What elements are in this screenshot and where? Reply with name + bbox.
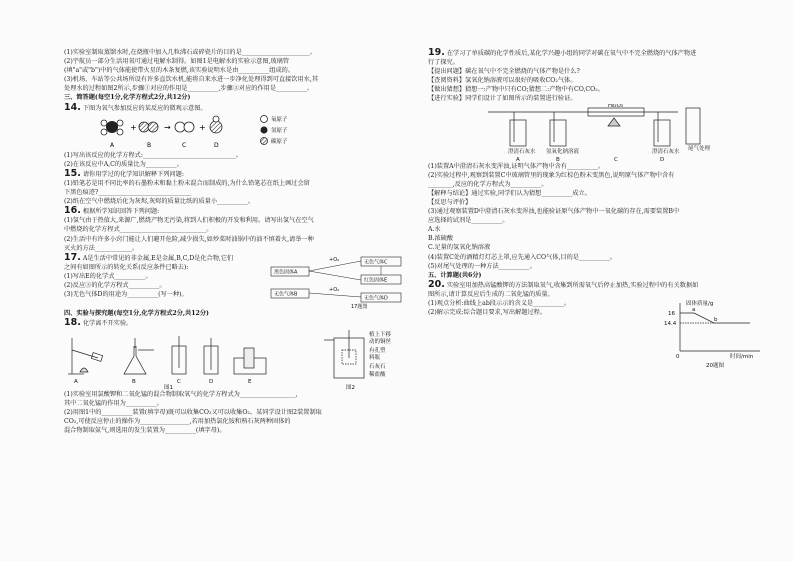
q17-block bbox=[64, 253, 422, 309]
q16-line-4: 灭火的方法____________。 bbox=[64, 244, 139, 252]
fig1-label-e: E bbox=[248, 378, 252, 385]
top-line-5: 处理水的过程如图2所示,步骤①对应的作用是__________,步骤③对应的作用是__________。 bbox=[64, 85, 314, 93]
fig1-label-a: A bbox=[74, 378, 78, 385]
section-5-heading: 五、计算题(共6分) bbox=[428, 271, 482, 279]
top-line-3: (填"a"或"b")中的气体能使带火星的木条复燃,该实验说明水是由__________组成的。 bbox=[64, 67, 295, 75]
molecule-b bbox=[139, 122, 158, 132]
q19-stem-text: 在学习了单质碳的化学性质后,某化学兴趣小组的同学对碳在氧气中不完全燃烧的气体产物进 bbox=[446, 50, 697, 57]
legend-text-1: 氧原子 bbox=[271, 116, 288, 123]
q20-caption: 20题图 bbox=[706, 362, 724, 369]
label-a: A bbox=[110, 141, 115, 149]
q19-option-a: A.水 bbox=[428, 226, 441, 234]
arrow-o2-label-1: +O₂ bbox=[329, 256, 340, 263]
q17-caption: 17题图 bbox=[351, 303, 368, 309]
lime-water-label-d: 澄清石灰水 bbox=[652, 148, 680, 155]
right-column bbox=[428, 48, 780, 369]
molecule-d bbox=[210, 116, 222, 133]
q19-option-c: C.足量的氢氧化钠溶液 bbox=[428, 244, 491, 252]
graph-tick-16: 16 bbox=[668, 310, 675, 317]
q19-line2-1: (1)装置A中澄清石灰水变浑浊,证明气体产物中含有__________。 bbox=[428, 162, 605, 170]
q19-option-b: B.浓硫酸 bbox=[428, 235, 454, 243]
tail-gas-label: 尾气处理 bbox=[688, 145, 711, 152]
point-a: a bbox=[692, 306, 696, 313]
section-4-heading: 四、实验与探究题(每空1分,化学方程式2分,共12分) bbox=[64, 309, 209, 317]
svg-text:+: + bbox=[130, 122, 137, 132]
section-3-heading: 三、简答题(每空1分,化学方程式2分,共12分) bbox=[64, 94, 191, 102]
legend-carbon-icon bbox=[261, 137, 268, 144]
q14-diagram bbox=[64, 113, 422, 151]
graph-x-label: 时间/min bbox=[730, 353, 754, 360]
top-line-1: (1)实验室制取蒸馏水时,在烧瓶中加入几粒沸石或碎瓷片的目的是______________________。 bbox=[64, 49, 317, 56]
q17-stem-2: 之间有如图所示的转化关系(反应条件已略去): bbox=[64, 263, 189, 271]
q15-number: 15. bbox=[64, 168, 81, 179]
q15-line-1: (1)铅笔芯是用不同比率的石墨粉末和黏土粉末混合而制成的,为什么铅笔芯在纸上画过会留 bbox=[64, 179, 310, 187]
graph-tick-14-4: 14.4 bbox=[664, 320, 677, 327]
apparatus-c: C bbox=[614, 156, 618, 162]
q18-line-1: (1)实验室用氯酸钾和二氧化锰的混合物制取氧气的化学方程式为__________________, bbox=[64, 390, 298, 398]
q19-line2-4: 【解释与结论】通过实验,同学们认为猜想__________成立。 bbox=[428, 189, 591, 197]
q20-number: 20. bbox=[428, 279, 445, 290]
q17-line-1: (1)写出E的化学式__________。 bbox=[64, 272, 152, 280]
q19-line-1: 【提出问题】碳在氧气中不完全燃烧的气体产物是什么? bbox=[428, 68, 580, 76]
q14-stem bbox=[64, 103, 422, 113]
q20-line-1: (1)观点分析:曲线上ab段示示的含义是__________。 bbox=[428, 299, 571, 307]
q17-number: 17. bbox=[64, 252, 81, 263]
fig1-label-d: D bbox=[209, 378, 214, 385]
q16-stem bbox=[64, 206, 422, 216]
q20-block bbox=[428, 299, 780, 369]
box-b-label: 无色气体B bbox=[274, 291, 298, 298]
q18-line-3: (2)用图1中的__________装置(填字母)既可以收集CO₂又可以收集O₂。某同学设计图2装置制取 bbox=[64, 409, 322, 417]
svg-text:→: → bbox=[164, 122, 171, 132]
legend-text-2: 氢原子 bbox=[271, 127, 288, 134]
q19-line2-3: ________,反应的化学方程式为__________。 bbox=[428, 180, 548, 188]
q15-stem-text: 请你用学过的化学知识解释下列问题: bbox=[82, 170, 184, 178]
q18-stem-text: 化学离不开实验。 bbox=[82, 319, 133, 327]
q20-line-2: (2)解示完成:综合题目要求,写出解题过程。 bbox=[428, 309, 547, 317]
fig2-label-4: 料瓶 bbox=[369, 354, 381, 361]
q19-number: 19. bbox=[428, 48, 445, 58]
q18-figures bbox=[64, 328, 422, 390]
q17-stem-text: A是生活中常见的非金属,E是金属,B,C,D是化合物,它们 bbox=[82, 254, 234, 262]
q19-line2-5: 【反思与评价】 bbox=[428, 198, 472, 206]
q20-stem-2: 图所示,请计算反应后生成的二氧化锰的质量。 bbox=[428, 290, 554, 298]
q17-line-2: (2)反应③的化学方程式__________。 bbox=[64, 281, 166, 289]
q19-apparatus-figure bbox=[428, 104, 780, 162]
q17-stem bbox=[64, 253, 264, 263]
q16-line-2: 中燃烧的化学方程式____________________________。 bbox=[64, 226, 213, 234]
graph-origin: 0 bbox=[676, 353, 680, 360]
q19-line2-2: (2)实验过程中,观察到装置C中玻璃管里的现象为红棕色粉末变黑色,说明原气体产物中含有 bbox=[428, 171, 675, 179]
legend-hydrogen-icon bbox=[261, 115, 268, 122]
q14-line-2: (2)在该反应中A,C的质量比为__________。 bbox=[64, 160, 183, 168]
q19-line-2: 【查阅资料】氢氧化钠溶液可以很好的吸收CO₂气体。 bbox=[428, 77, 577, 85]
q18-stem bbox=[64, 318, 422, 328]
q18-line-5: 混合物制取氨气,则选用的发生装置为__________(填字母)。 bbox=[64, 427, 226, 435]
q18-apparatus-diagram bbox=[64, 328, 422, 390]
q14-stem-text: 下图为氧气参加反应的某反应的微观示意图。 bbox=[82, 104, 207, 112]
q19-apparatus-diagram bbox=[428, 104, 780, 162]
point-b: b bbox=[714, 316, 718, 323]
label-c: C bbox=[182, 141, 187, 149]
q17-line-3: (3)无色气体D的用途为__________(写一种)。 bbox=[64, 291, 188, 299]
fig2-label-5: 石灰石 bbox=[369, 363, 386, 370]
fig2-label-3: 有孔塑 bbox=[369, 347, 386, 354]
svg-text:+: + bbox=[199, 122, 206, 132]
q15-line-3: (2)纸在空气中燃烧后化为灰烬,灰烬的质量比纸的质量小__________。 bbox=[64, 198, 255, 206]
left-column bbox=[64, 48, 422, 435]
q20-graph bbox=[660, 299, 770, 369]
q19-stem bbox=[428, 48, 780, 58]
naoh-label: 氢氧化钠溶液 bbox=[546, 148, 580, 155]
arrow-o2-label-2: +O₂ bbox=[329, 286, 340, 293]
q20-stem bbox=[428, 280, 780, 290]
fig1-caption: 图1 bbox=[164, 384, 173, 390]
label-b: B bbox=[147, 141, 152, 149]
q19-line2-12: (5)对尾气处理的一种方法__________。 bbox=[428, 262, 536, 270]
fig1-label-b: B bbox=[132, 378, 136, 385]
lime-water-label-a: 澄清石灰水 bbox=[508, 148, 536, 155]
q19-stem-2: 行了探究。 bbox=[428, 59, 459, 67]
legend-oxygen-icon bbox=[261, 126, 268, 133]
q20-stem-text: 实验室用加热高锰酸钾的方法制取氧气,收集到所需氧气后停止加热,实验过程中的有关数据如 bbox=[446, 281, 699, 289]
q14-number: 14. bbox=[64, 102, 81, 113]
q19-line-3: 【做出猜想】猜想一:产物中只有CO;猜想二:产物中有CO,CO₂。 bbox=[428, 86, 604, 94]
q18-number: 18. bbox=[64, 317, 81, 328]
fig1-label-c: C bbox=[177, 378, 181, 385]
box-d-label: 无色气体D bbox=[364, 295, 388, 302]
fe2o3-label: Fe₂O₃ bbox=[608, 103, 623, 109]
q19-line2-11: (4)装置C处的酒精灯灯芯上罩,应先通入CO气体,目的是__________。 bbox=[428, 253, 617, 261]
graph-y-label: 固体质量/g bbox=[686, 300, 714, 307]
q18-line-4: CO₂,可使反应停止的操作为________________,若用加热氯化铵和熟石灰两种固体的 bbox=[64, 418, 291, 426]
q16-line-1: (1)氢气由于热值大,来源广,燃烧产物无污染,将到人们积极的开发和利用。请写出氢气在空气 bbox=[64, 217, 314, 225]
legend-text-3: 碳原子 bbox=[271, 138, 288, 145]
q19-line2-6: (3)通过观察装置D中澄清石灰水变浑浊,也能验证原气体产物中一氧化碳的存在,需要装置B中 bbox=[428, 208, 680, 216]
label-d: D bbox=[214, 141, 219, 149]
molecule-c bbox=[175, 122, 194, 132]
q16-line-3: (2)生活中有许多小窍门能让人们避开危险,减少损失,如炒菜时油锅中的油不慎着火,请举一种 bbox=[64, 235, 314, 243]
fig2-label-2: 动的铜丝 bbox=[369, 338, 392, 345]
apparatus-b: B bbox=[556, 156, 560, 162]
q15-line-2: 下黑色痕迹?______________________________ bbox=[64, 189, 192, 197]
q14-line-1: (1)写出该反应的化学方程式:______________________________。 bbox=[64, 151, 242, 159]
apparatus-d: D bbox=[660, 156, 665, 162]
q16-stem-text: 根据所学知识回答下列问题: bbox=[82, 208, 160, 216]
q14-molecule-figure bbox=[64, 113, 422, 151]
q19-line2-7: 应选择的试剂是__________。 bbox=[428, 217, 509, 225]
top-line-4: (3)机场、车站等公共场所设有许多直饮水机,能将自来水进一步净化处理得到可直接饮用水,其 bbox=[64, 76, 319, 84]
molecule-a bbox=[101, 120, 123, 135]
q18-line-2: 其中二氧化锰的作用为__________。 bbox=[64, 399, 163, 407]
box-e-label: 红色固体E bbox=[364, 277, 388, 284]
fig2-caption: 图2 bbox=[346, 384, 355, 390]
fig2-label-1: 植上下移 bbox=[369, 331, 392, 338]
q16-number: 16. bbox=[64, 206, 81, 217]
box-a-label: 黑色固体A bbox=[274, 269, 298, 276]
fig2-label-6: 稀盐酸 bbox=[369, 371, 386, 378]
q19-line-4: 【进行实验】同学们设计了如图所示的装置进行验证。 bbox=[428, 95, 577, 103]
q15-stem bbox=[64, 169, 422, 179]
top-line-2: (2)宇航员一部分生活用氧可通过电解水制得。如图1是电解水的实验示意图,玻璃管 bbox=[64, 58, 290, 66]
apparatus-a: A bbox=[516, 156, 520, 162]
box-c-label: 无色气体C bbox=[364, 259, 388, 266]
q17-flow-diagram bbox=[269, 253, 419, 309]
